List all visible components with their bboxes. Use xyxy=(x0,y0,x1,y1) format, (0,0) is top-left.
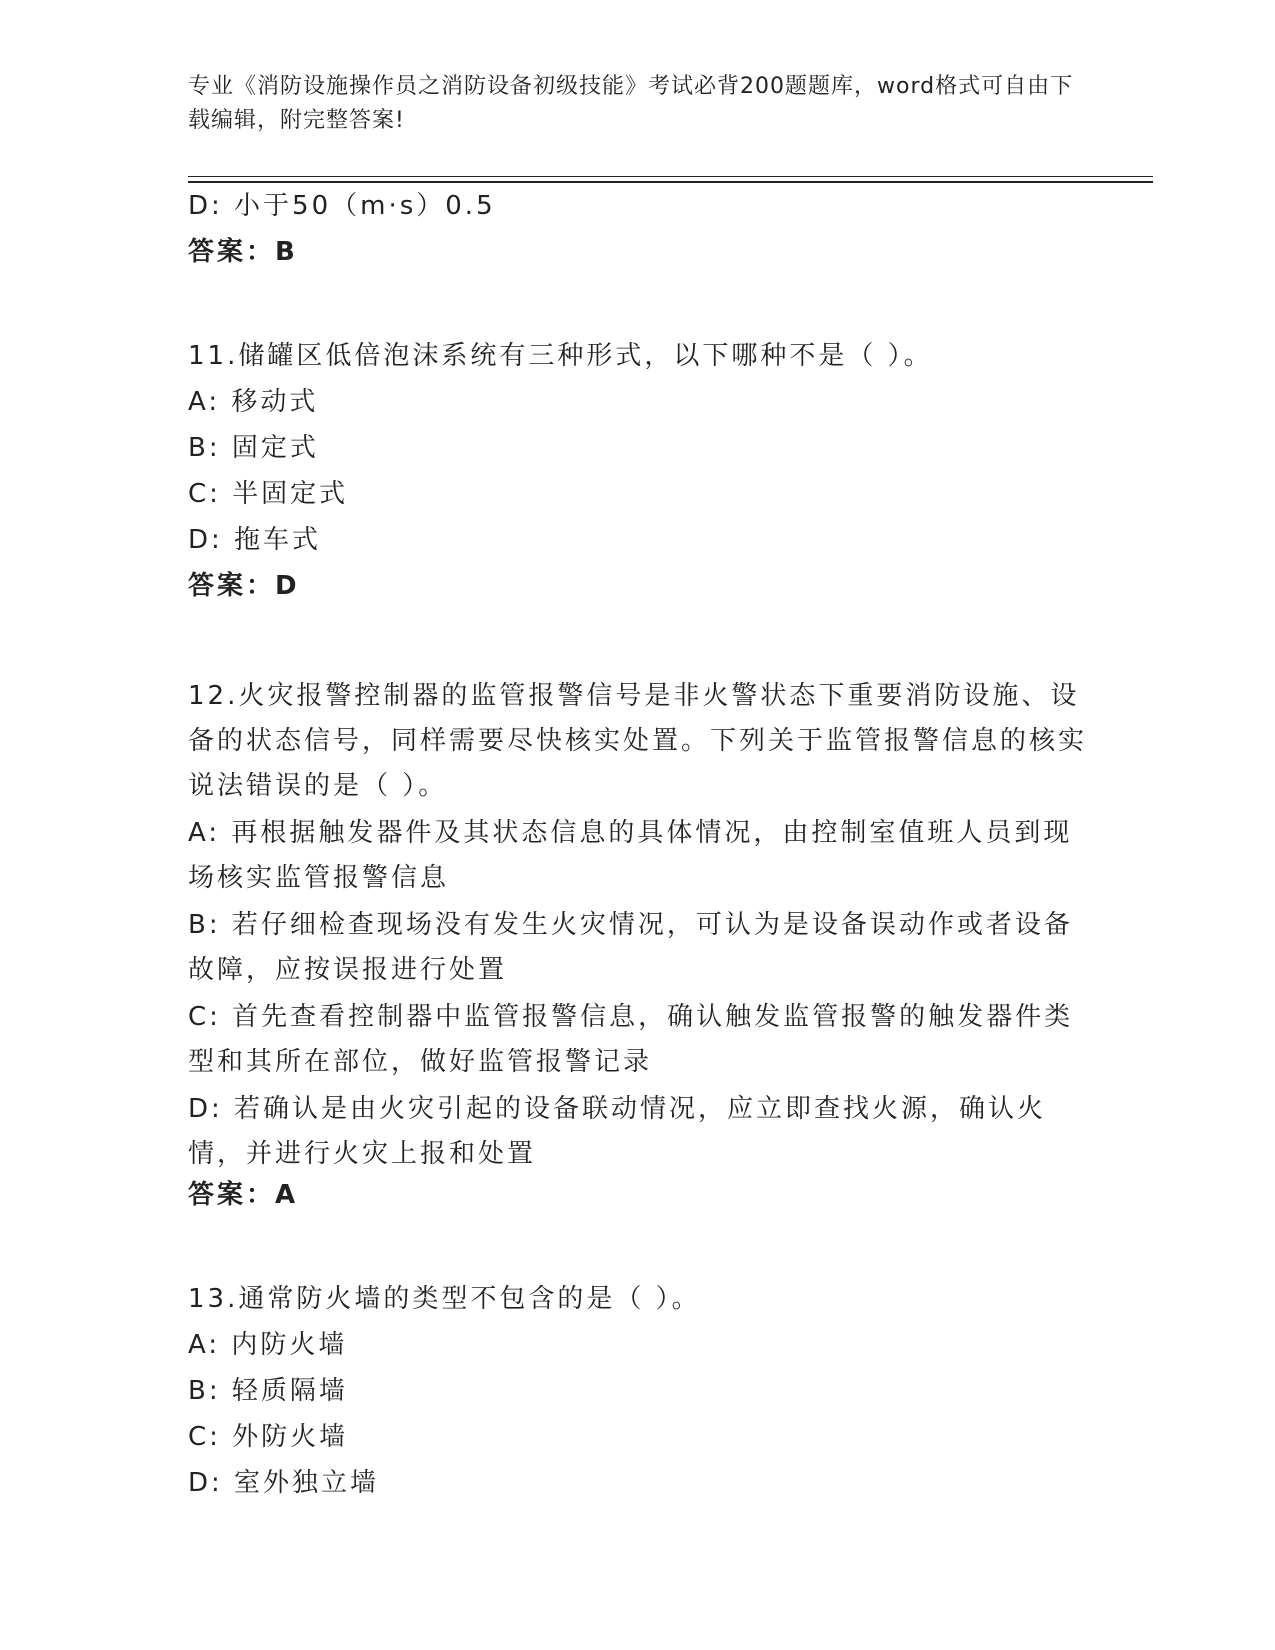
question-12 xyxy=(188,674,1088,1211)
option-c: C: 半固定式 xyxy=(188,479,349,509)
question-13 xyxy=(188,1283,1088,1499)
option-b: B: 若仔细检查现场没有发生火灾情况，可认为是设备误动作或者设备故障，应按误报进行处置 xyxy=(188,910,1073,985)
document-header xyxy=(188,70,1078,138)
option-b: B: 轻质隔墙 xyxy=(188,1376,348,1406)
spacer xyxy=(188,282,1088,340)
previous-answer: 答案：B xyxy=(188,237,298,267)
question-stem: 12.火灾报警控制器的监管报警信号是非火警状态下重要消防设施、设备的状态信号，同样需要尽快核实处置。下列关于监管报警信息的核实说法错误的是（ ）。 xyxy=(188,681,1088,801)
question-11 xyxy=(188,340,1088,602)
header-divider-thin xyxy=(188,176,1153,177)
spacer xyxy=(188,616,1088,674)
previous-option-d: D: 小于50（m·s）0.5 xyxy=(188,191,496,221)
option-d: D: 拖车式 xyxy=(188,525,322,555)
question-stem: 11.储罐区低倍泡沫系统有三种形式，以下哪种不是（ ）。 xyxy=(188,341,933,371)
question-content xyxy=(188,190,1088,1513)
option-a: A: 内防火墙 xyxy=(188,1330,348,1360)
option-a: A: 再根据触发器件及其状态信息的具体情况，由控制室值班人员到现场核实监管报警信息 xyxy=(188,818,1073,893)
answer: 答案：A xyxy=(188,1180,299,1210)
header-divider-thick xyxy=(188,181,1153,183)
answer: 答案：D xyxy=(188,571,300,601)
header-title: 专业《消防设施操作员之消防设备初级技能》考试必背200题题库，word格式可自由下载编辑，附完整答案! xyxy=(188,74,1074,133)
option-b: B: 固定式 xyxy=(188,433,319,463)
option-c: C: 首先查看控制器中监管报警信息，确认触发监管报警的触发器件类型和其所在部位，做好监管报警记录 xyxy=(188,1002,1074,1077)
spacer xyxy=(188,1225,1088,1283)
option-d: D: 室外独立墙 xyxy=(188,1468,380,1498)
option-d: D: 若确认是由火灾引起的设备联动情况，应立即查找火源，确认火情，并进行火灾上报和处置 xyxy=(188,1094,1047,1169)
question-stem: 13.通常防火墙的类型不包含的是（ ）。 xyxy=(188,1284,701,1314)
option-a: A: 移动式 xyxy=(188,387,319,417)
option-c: C: 外防火墙 xyxy=(188,1422,349,1452)
